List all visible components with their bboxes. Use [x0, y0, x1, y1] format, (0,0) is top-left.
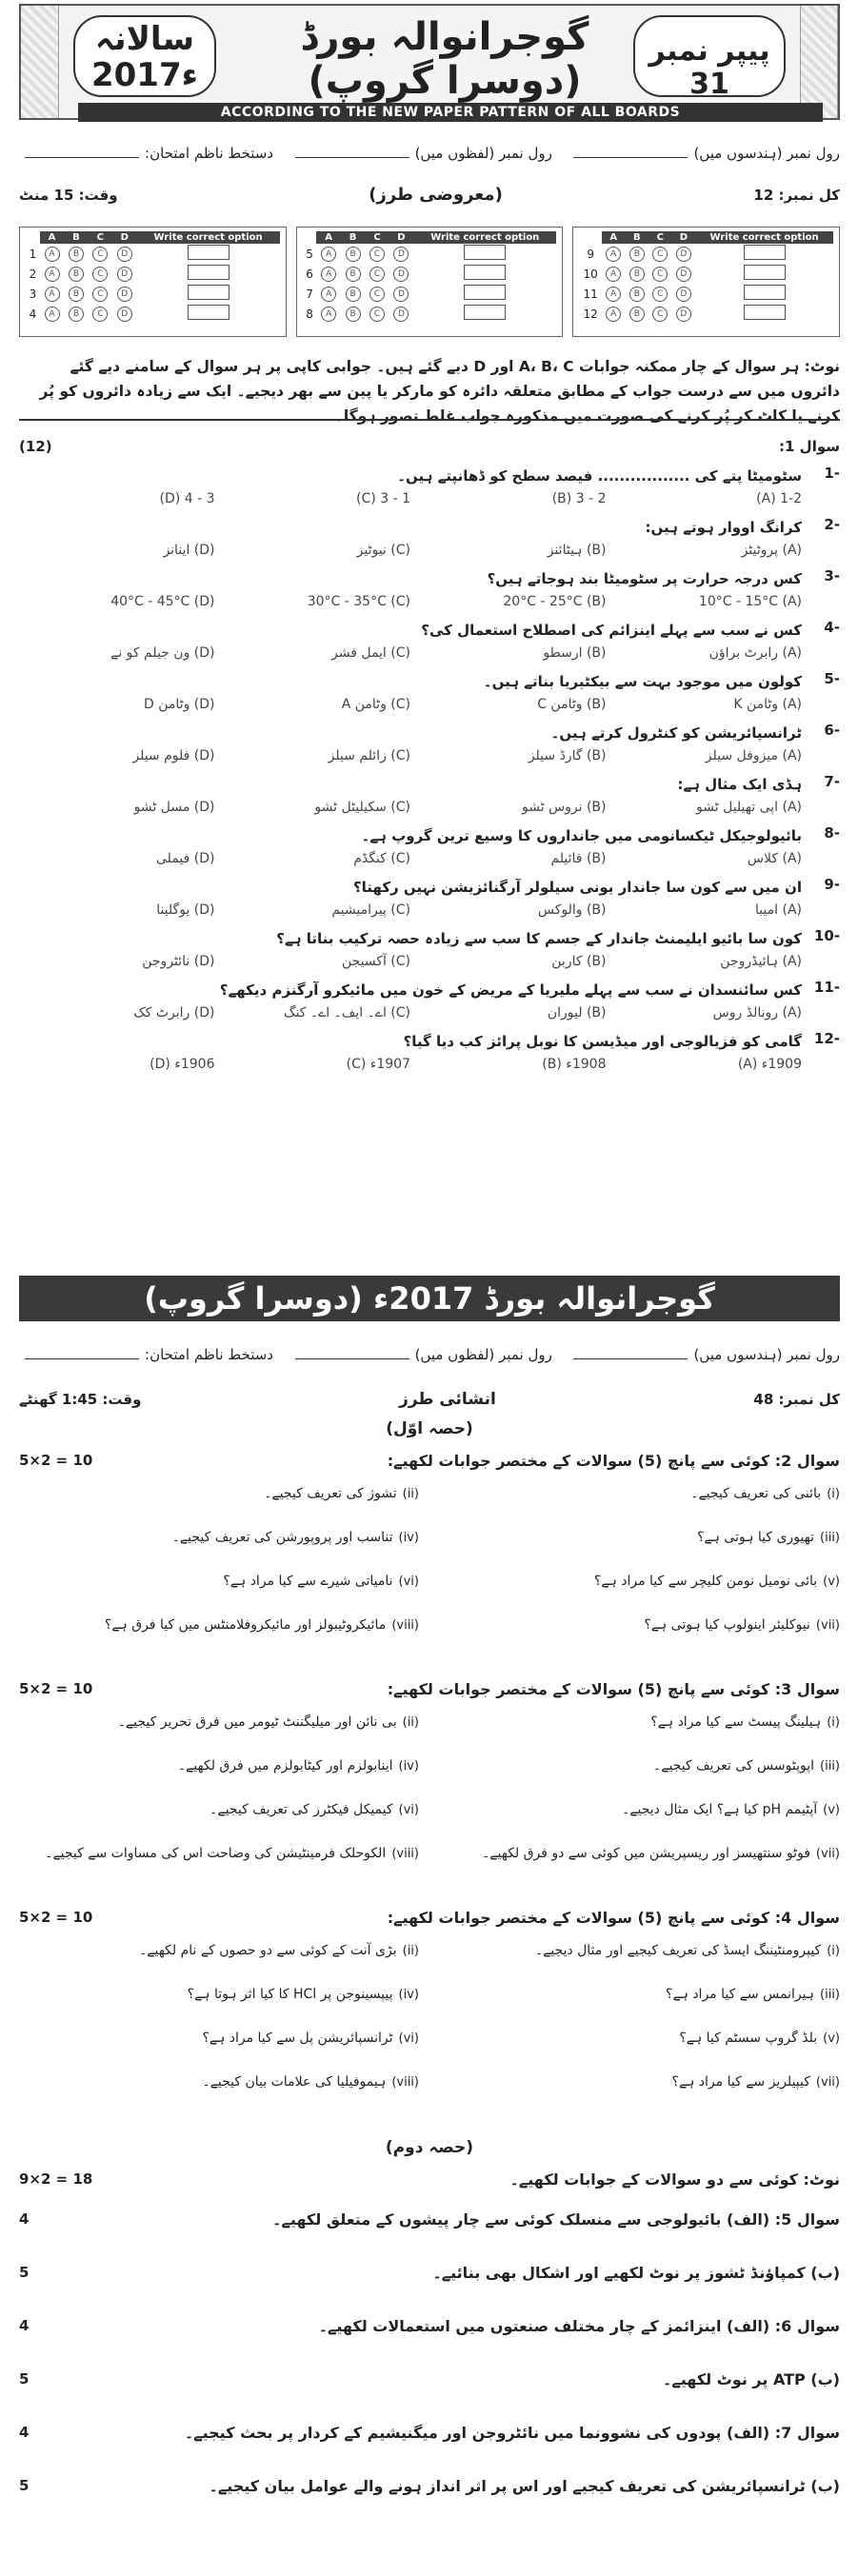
examiner-signature: دستخط ناظم امتحان: — [19, 1346, 273, 1363]
mcq-option: 1906ء (D) — [150, 1057, 215, 1072]
short-question: (i)بائنی کی تعریف کیجیے۔ — [690, 1486, 840, 1501]
mcq-options — [19, 950, 840, 973]
short-question: (iii)اپوپٹوسس کی تعریف کیجیے۔ — [653, 1758, 840, 1773]
short-question: (ii)بی نائن اور میلیگننٹ ٹیومر میں فرق تحریر کیجیے۔ — [117, 1714, 419, 1730]
mcq-option: (D) اینانز — [163, 543, 215, 558]
omr-question-number: 12 — [583, 307, 598, 321]
subjective-label: انشائی طرز — [399, 1390, 496, 1409]
short-question: (viii)مائیکروٹیبولز اور مائیکروفلامنٹس میں کیا فرق ہے؟ — [104, 1617, 419, 1633]
omr-bubble[interactable]: C — [369, 307, 385, 322]
annual-year: 2017ء — [90, 56, 199, 94]
banner-subtitle: ACCORDING TO THE NEW PAPER PATTERN OF ALL BOARDS — [78, 103, 823, 122]
omr-bubble[interactable]: B — [69, 287, 84, 302]
mcq-options — [19, 693, 840, 716]
section-marks: 5×2 = 10 — [19, 1452, 93, 1469]
mcq-stem: سٹومیٹا پتے کی ................. فیصد سطح کو ڈھانپتے ہیں۔ — [397, 467, 802, 485]
mcq-number: -1 — [824, 465, 840, 482]
mcq-option: (D) رابرٹ کک — [133, 1005, 215, 1020]
omr-block — [19, 227, 287, 337]
mcq-stem: ان میں سے کون سا جاندار یونی سیلولر آرگنائزیشن نہیں رکھتا؟ — [352, 879, 802, 896]
mcq-option: 1 - 3 (C) — [356, 491, 410, 506]
short-question: (ii)بڑی آنت کے کوئی سے دو حصوں کے نام لکھیے۔ — [139, 1943, 419, 1958]
mcq-option: (D) وٹامن D — [144, 697, 215, 712]
omr-bubble[interactable]: D — [676, 287, 691, 302]
mcq-option: (A) میزوفل سیلز — [705, 748, 802, 763]
left-ornament — [21, 6, 59, 118]
mcq-stem: کولون میں موجود بہت سے بیکٹیریا بناتے ہیں۔ — [483, 673, 802, 690]
omr-bubble[interactable]: C — [652, 307, 668, 322]
mcq-option: (C) آکسیجن — [341, 954, 410, 969]
short-question: (iv)پیپسینوجن پر HCl کا کیا اثر ہوتا ہے؟ — [187, 1987, 419, 2002]
question-marks: 5 — [19, 2477, 30, 2494]
mcq-option: 1908ء (B) — [542, 1057, 607, 1072]
mcq-option: (A) امیبا — [754, 902, 802, 918]
omr-answer-box[interactable] — [464, 285, 506, 300]
omr-question-number: 8 — [306, 307, 313, 321]
omr-header: B — [64, 231, 88, 244]
mcq-options — [19, 1053, 840, 1076]
question-marks: 4 — [19, 2317, 30, 2334]
mcq-option: (A) پروٹیٹز — [741, 543, 802, 558]
mcq-option: 2 - 3 (B) — [551, 491, 607, 506]
mcq-option: (C) وٹامن A — [341, 697, 410, 712]
instructions-note: نوٹ: ہر سوال کے چار ممکنہ جوابات A، B، C اور D دیے گئے ہیں۔ جوابی کاپی پر ہر سوال کے سامنے دیے گئے دائروں میں سے درست جواب کے مطابق متعلقہ دائرہ کو مارکر یا پین سے بھر دیجیے۔ ایک سے زیادہ دائروں کو پُر کرنے یا کاٹ کر پُر کرنے کی صورت میں مذکورہ جواب غلط تصور ہوگا۔ — [39, 358, 840, 425]
right-ornament — [800, 6, 838, 118]
mcq-item — [19, 824, 840, 870]
omr-bubble[interactable]: B — [629, 307, 645, 322]
short-question: (vii)نیوکلیئر اینولوپ کیا ہوتی ہے؟ — [644, 1617, 840, 1633]
mcq-item — [19, 773, 840, 819]
mcq-options — [19, 796, 840, 819]
mcq-options — [19, 899, 840, 921]
short-question: (iv)اینابولزم اور کیٹابولزم میں فرق لکھیے۔ — [177, 1758, 419, 1773]
mcq-option: 1-2 (A) — [756, 491, 802, 506]
short-question: (viii)ہیموفیلیا کی علامات بیان کیجیے۔ — [202, 2074, 419, 2090]
omr-answer-box[interactable] — [188, 265, 229, 280]
paper-number-label: پیپر نمبر — [648, 34, 770, 68]
mcq-option: (B) ارسطو — [543, 645, 607, 661]
examiner-signature: دستخط ناظم امتحان: — [19, 145, 273, 162]
mcq-option: (B) کاربن — [551, 954, 607, 969]
annual-badge — [73, 15, 216, 97]
omr-question-number: 5 — [306, 247, 313, 261]
omr-question-number: 2 — [29, 267, 37, 281]
mcq-number: -5 — [824, 670, 840, 687]
mcq-option: (C) نیوٹیز — [356, 543, 410, 558]
mcq-option: 1909ء (A) — [737, 1057, 802, 1072]
mcq-option: (C) کنگڈم — [353, 851, 410, 866]
short-question: (vi)نامیاتی شیرے سے کیا مراد ہے؟ — [223, 1574, 419, 1589]
paper2-marks-row — [19, 1390, 840, 1409]
total-marks: کل نمبر: 48 — [753, 1391, 840, 1408]
omr-bubble[interactable]: C — [92, 287, 108, 302]
short-question: (iii)ہیرانمس سے کیا مراد ہے؟ — [666, 1987, 840, 2002]
omr-bubble[interactable]: C — [369, 267, 385, 282]
omr-header: C — [89, 231, 112, 244]
omr-bubble[interactable]: A — [606, 267, 621, 282]
omr-header: C — [365, 231, 389, 244]
mcq-number: -8 — [824, 824, 840, 842]
q4-heading: سوال 4: کوئی سے پانچ (5) سوالات کے مختصر جوابات لکھیے: 5×2 = 10 — [19, 1909, 840, 1927]
question-marks: 5 — [19, 2264, 30, 2281]
mcq-stem: ہڈی ایک مثال ہے: — [677, 776, 802, 793]
omr-answer-box[interactable] — [744, 305, 786, 320]
omr-bubble[interactable]: C — [369, 287, 385, 302]
omr-question-number: 6 — [306, 267, 313, 281]
mcq-option: (A) رونالڈ روس — [712, 1005, 802, 1020]
mcq-option: (D) فیملی — [156, 851, 215, 866]
omr-answer-box[interactable] — [744, 285, 786, 300]
omr-bubble[interactable]: B — [346, 307, 361, 322]
short-question: (v)آپٹیمم pH کیا ہے؟ ایک مثال دیجیے۔ — [622, 1802, 840, 1817]
q1-label: سوال 1: — [779, 438, 840, 455]
mcq-option: (C) ایمل فشر — [330, 645, 410, 661]
mcq-item — [19, 619, 840, 664]
mcq-item — [19, 670, 840, 716]
long-question: (ب) کمپاؤنڈ ٹشوز پر نوٹ لکھیے اور اشکال بھی بنائیے۔ 5 — [19, 2264, 840, 2282]
mcq-option: (B) وٹامن C — [537, 697, 607, 712]
omr-question-number: 1 — [29, 247, 37, 261]
mcq-stem: کرانگ اووار ہوتے ہیں: — [645, 519, 802, 536]
question-marks: 4 — [19, 2424, 30, 2441]
paper2-title-band: گوجرانوالہ بورڈ 2017ء (دوسرا گروپ) — [19, 1276, 840, 1321]
q3-heading: سوال 3: کوئی سے پانچ (5) سوالات کے مختصر جوابات لکھیے: 5×2 = 10 — [19, 1680, 840, 1698]
mcq-options — [19, 590, 840, 613]
omr-bubble[interactable]: A — [45, 267, 60, 282]
omr-bubble[interactable]: A — [321, 247, 336, 262]
mcq-options — [19, 847, 840, 870]
omr-header: A — [40, 231, 64, 244]
roll-number-row — [19, 145, 840, 162]
short-question: (vii)فوٹو سنتھیسز اور ریسپریشن میں کوئی سے دو فرق لکھیے۔ — [482, 1846, 840, 1861]
omr-header: Write correct option — [695, 231, 833, 244]
omr-block — [296, 227, 564, 337]
omr-bubble[interactable]: A — [606, 307, 621, 322]
omr-answer-box[interactable] — [464, 305, 506, 320]
mcq-stem: کون سا بائیو ایلیمنٹ جاندار کے جسم کا سب سے زیادہ حصہ ترکیب بناتا ہے؟ — [276, 930, 802, 947]
omr-header: B — [626, 231, 649, 244]
omr-block — [572, 227, 840, 337]
mcq-option: (C) زائلم سیلز — [328, 748, 410, 763]
mcq-item — [19, 979, 840, 1024]
mcq-options — [19, 744, 840, 767]
part2-heading: (حصہ دوم) — [385, 2138, 474, 2157]
omr-bubble[interactable]: B — [69, 247, 84, 262]
omr-header: D — [112, 231, 136, 244]
subjective-paper — [0, 1276, 858, 2576]
mcq-options — [19, 539, 840, 562]
short-question: (i)کیپرومنٹیننگ ایسڈ کی تعریف کیجیے اور مثال دیجیے۔ — [534, 1943, 840, 1958]
mcq-number: -10 — [813, 927, 840, 944]
part1-heading: (حصہ اوّل) — [386, 1419, 473, 1438]
omr-bubble[interactable]: B — [346, 247, 361, 262]
omr-bubble[interactable]: D — [676, 267, 691, 282]
roll-no-digits: رول نمبر (ہندسوں میں) — [568, 1346, 840, 1363]
roll-no-digits: رول نمبر (ہندسوں میں) — [568, 145, 840, 162]
omr-bubble[interactable]: C — [652, 287, 668, 302]
q2-heading: سوال 2: کوئی سے پانچ (5) سوالات کے مختصر جوابات لکھیے: 5×2 = 10 — [19, 1452, 840, 1470]
omr-bubble[interactable]: C — [92, 247, 108, 262]
mcq-option: (B) گارڈ سیلز — [528, 748, 607, 763]
mcq-option: (D) ون جیلم کو نے — [110, 645, 215, 661]
omr-bubble[interactable]: A — [321, 267, 336, 282]
part2-marks: 9×2 = 18 — [19, 2170, 93, 2188]
omr-header: C — [648, 231, 672, 244]
omr-question-number: 7 — [306, 287, 313, 301]
short-question: (vii)کیپیلریز سے کیا مراد ہے؟ — [671, 2074, 840, 2090]
mcq-number: -7 — [824, 773, 840, 790]
mcq-option: 40°C - 45°C (D) — [110, 594, 215, 609]
omr-bubble[interactable]: D — [393, 287, 409, 302]
short-question: (v)بلڈ گروپ سسٹم کیا ہے؟ — [679, 2031, 840, 2046]
omr-answer-box[interactable] — [744, 265, 786, 280]
question-marks: 4 — [19, 2210, 30, 2228]
omr-bubble[interactable]: C — [652, 247, 668, 262]
omr-bubble[interactable]: A — [321, 307, 336, 322]
mcq-number: -9 — [824, 876, 840, 893]
mcq-number: -12 — [813, 1030, 840, 1047]
omr-answer-box[interactable] — [188, 305, 229, 320]
omr-bubble[interactable]: D — [117, 247, 132, 262]
long-question: (ب) ٹرانسپائریشن کی تعریف کیجیے اور اس پر اثر انداز ہونے والے عوامل بیان کیجیے۔ 5 — [19, 2477, 840, 2495]
omr-bubble[interactable]: A — [45, 287, 60, 302]
omr-header: D — [672, 231, 696, 244]
short-question: (ii)تشوژ کی تعریف کیجیے۔ — [264, 1486, 419, 1501]
mcq-option: (C) اے۔ ایف۔ اے۔ کنگ — [283, 1005, 410, 1020]
mcq-stem: کس نے سب سے پہلے اینزائم کی اصطلاح استعمال کی؟ — [421, 622, 802, 639]
mcq-option: (A) رابرٹ براؤن — [708, 645, 802, 661]
omr-bubble[interactable]: D — [117, 307, 132, 322]
mcq-option: (B) لیوران — [547, 1005, 607, 1020]
mcq-number: -4 — [824, 619, 840, 636]
paper-banner — [19, 4, 840, 120]
mcq-options — [19, 642, 840, 664]
mcq-stem: کس درجہ حرارت پر سٹومیٹا بند ہوجاتے ہیں؟ — [487, 570, 802, 587]
mcq-list — [19, 465, 840, 1076]
omr-bubble[interactable]: D — [117, 287, 132, 302]
omr-answer-box[interactable] — [464, 245, 506, 260]
omr-bubble[interactable]: D — [676, 307, 691, 322]
marks-row — [19, 185, 840, 205]
omr-question-number: 4 — [29, 307, 37, 321]
mcq-option: (A) ہائیڈروجن — [720, 954, 802, 969]
total-marks: کل نمبر: 12 — [753, 186, 840, 204]
short-question: (i)ہیلینگ پیسٹ سے کیا مراد ہے؟ — [650, 1714, 840, 1730]
mcq-option: 10°C - 15°C (A) — [698, 594, 802, 609]
mcq-option: (B) والوکس — [537, 902, 607, 918]
omr-question-number: 10 — [583, 267, 598, 281]
long-question: (ب) ATP پر نوٹ لکھیے۔ 5 — [19, 2370, 840, 2388]
mcq-options — [19, 1001, 840, 1024]
mcq-option: 20°C - 25°C (B) — [503, 594, 607, 609]
mcq-section — [19, 438, 840, 1081]
omr-bubble[interactable]: B — [346, 287, 361, 302]
paper-number: 31 — [689, 68, 729, 101]
mcq-item — [19, 516, 840, 562]
short-question: (vi)ٹرانسپائریشن پل سے کیا مراد ہے؟ — [202, 2031, 419, 2046]
omr-bubble[interactable]: B — [346, 267, 361, 282]
omr-question-number: 11 — [583, 287, 598, 301]
mcq-number: -11 — [813, 979, 840, 996]
section-marks: 5×2 = 10 — [19, 1909, 93, 1926]
omr-bubble[interactable]: A — [321, 287, 336, 302]
omr-bubble[interactable]: C — [652, 267, 668, 282]
mcq-option: (C) سکیلیٹل ٹشو — [314, 800, 410, 815]
omr-question-number: 3 — [29, 287, 37, 301]
mcq-option: 3 - 4 (D) — [159, 491, 215, 506]
divider — [19, 419, 840, 421]
short-question: (v)بائی نومیل نومن کلیچر سے کیا مراد ہے؟ — [593, 1574, 840, 1589]
mcq-stem: ٹرانسپائریشن کو کنٹرول کرتے ہیں۔ — [550, 724, 802, 742]
objective-paper — [0, 0, 858, 1276]
omr-bubble[interactable]: A — [606, 287, 621, 302]
omr-bubble[interactable]: B — [629, 267, 645, 282]
omr-bubble[interactable]: C — [369, 247, 385, 262]
time-allowed: وقت: 15 منٹ — [19, 186, 118, 204]
omr-header: D — [389, 231, 413, 244]
mcq-number: -6 — [824, 722, 840, 739]
omr-bubble[interactable]: A — [45, 247, 60, 262]
mcq-stem: گامی کو فزیالوجی اور میڈیسن کا نوبل پرائز کب دیا گیا؟ — [403, 1033, 802, 1050]
paper-number-badge — [633, 15, 786, 101]
omr-header: B — [341, 231, 365, 244]
annual-label: سالانہ — [94, 20, 195, 58]
long-question: سوال 7: (الف) پودوں کی نشوونما میں نائٹروجن اور میگنیشیم کے کردار پر بحث کیجیے۔ 4 — [19, 2424, 840, 2442]
omr-header: A — [602, 231, 626, 244]
mcq-number: -3 — [824, 567, 840, 585]
paper2-roll-row — [19, 1346, 840, 1363]
roll-no-words: رول نمبر (لفظوں میں) — [289, 145, 552, 162]
mcq-item — [19, 1030, 840, 1076]
mcq-stem: بائیولوجیکل ٹیکسانومی میں جانداروں کا وسیع ترین گروپ ہے۔ — [361, 827, 802, 844]
section-marks: 5×2 = 10 — [19, 1680, 93, 1697]
omr-bubble[interactable]: B — [629, 247, 645, 262]
omr-answer-box[interactable] — [188, 245, 229, 260]
mcq-stem: کس سائنسدان نے سب سے پہلے ملیریا کے مریض کے خون میں مائیکرو آرگنزم دیکھے؟ — [219, 981, 802, 999]
board-title: گوجرانوالہ بورڈ (دوسرا گروپ) — [300, 15, 589, 103]
roll-no-words: رول نمبر (لفظوں میں) — [289, 1346, 552, 1363]
long-question: سوال 5: (الف) بائیولوجی سے منسلک کوئی سے چار پیشوں کے متعلق لکھیے۔ 4 — [19, 2210, 840, 2229]
mcq-option: (D) مسل ٹشو — [133, 800, 215, 815]
mcq-option: 30°C - 35°C (C) — [307, 594, 410, 609]
question-marks: 5 — [19, 2370, 30, 2388]
omr-header: A — [316, 231, 340, 244]
mcq-number: -2 — [824, 516, 840, 533]
mcq-item — [19, 722, 840, 767]
omr-bubble[interactable]: D — [393, 247, 409, 262]
short-question: (iii)تھیوری کیا ہوتی ہے؟ — [697, 1530, 840, 1545]
mcq-option: (D) نائٹروجن — [142, 954, 215, 969]
omr-answer-grid — [19, 227, 840, 337]
omr-bubble[interactable]: A — [606, 247, 621, 262]
mcq-option: 1907ء (C) — [346, 1057, 410, 1072]
objective-label: (معروضی طرز) — [369, 185, 503, 205]
mcq-item — [19, 876, 840, 921]
omr-bubble[interactable]: C — [92, 267, 108, 282]
q1-header — [19, 438, 840, 463]
omr-bubble[interactable]: D — [117, 267, 132, 282]
omr-answer-box[interactable] — [188, 285, 229, 300]
short-question: (iv)تناسب اور پروپورشن کی تعریف کیجیے۔ — [171, 1530, 419, 1545]
mcq-item — [19, 927, 840, 973]
short-question: (vi)کیمیکل فیکٹرز کی تعریف کیجیے۔ — [210, 1802, 419, 1817]
mcq-option: (D) فلوم سیلز — [132, 748, 215, 763]
mcq-option: (A) کلاس — [747, 851, 802, 866]
omr-bubble[interactable]: D — [676, 247, 691, 262]
mcq-option: (A) اپی تھیلیل ٹشو — [696, 800, 802, 815]
short-question: (viii)الکوحلک فرمینٹیشن کی وضاحت اس کی مساوات سے کیجیے۔ — [45, 1846, 419, 1861]
omr-question-number: 9 — [587, 247, 594, 261]
part2-note: نوٹ: کوئی سے دو سوالات کے جوابات لکھیے۔ 9×2 = 18 — [19, 2170, 840, 2189]
omr-header: Write correct option — [136, 231, 279, 244]
omr-bubble[interactable]: C — [92, 307, 108, 322]
omr-bubble[interactable]: B — [69, 307, 84, 322]
mcq-options — [19, 487, 840, 510]
mcq-item — [19, 465, 840, 510]
omr-bubble[interactable]: B — [69, 267, 84, 282]
mcq-option: (A) وٹامن K — [733, 697, 802, 712]
mcq-option: (B) نروس ٹشو — [521, 800, 607, 815]
mcq-option: (D) یوگلینا — [156, 902, 215, 918]
omr-bubble[interactable]: A — [45, 307, 60, 322]
omr-answer-box[interactable] — [744, 245, 786, 260]
mcq-option: (B) ہیٹائنز — [547, 543, 607, 558]
omr-bubble[interactable]: B — [629, 287, 645, 302]
mcq-item — [19, 567, 840, 613]
omr-bubble[interactable]: D — [393, 267, 409, 282]
omr-answer-box[interactable] — [464, 265, 506, 280]
mcq-option: (C) پیرامیشیم — [331, 902, 410, 918]
long-question: سوال 6: (الف) اینزائمز کے چار مختلف صنعتوں میں استعمالات لکھیے۔ 4 — [19, 2317, 840, 2335]
mcq-option: (B) فائیلم — [550, 851, 607, 866]
time-allowed: وقت: 1:45 گھنٹے — [19, 1391, 142, 1408]
omr-header: Write correct option — [413, 231, 556, 244]
q1-marks: (12) — [19, 438, 52, 455]
omr-bubble[interactable]: D — [393, 307, 409, 322]
